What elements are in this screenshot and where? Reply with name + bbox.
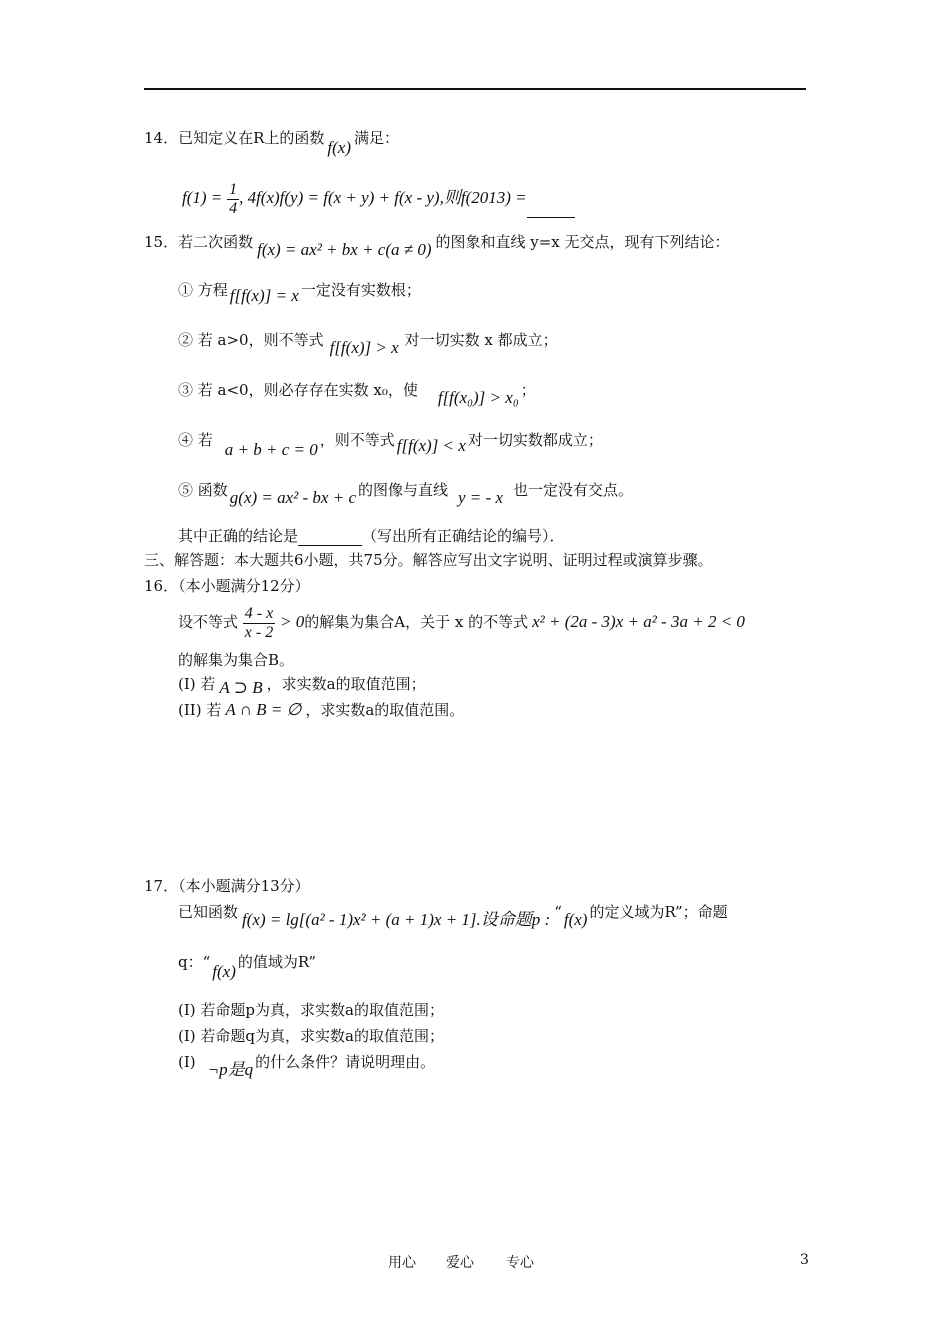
q17-function: f(x) = lg[(a² - 1)x² + (a + 1)x + 1].设命题p : [242,910,551,929]
footer-text-2: 爱心 [446,1255,474,1271]
q14-fx: f(x) [327,138,351,157]
q17-part3: (I) ¬p是q 的什么条件？请说明理由。 [178,1053,436,1079]
q14-eq-a: f(1) = [182,188,223,207]
q14-answer-blank[interactable] [527,195,575,218]
page-number: 3 [800,1252,809,1268]
q16-fraction: $\frac{4 - x}{x - 2}$ [244,604,274,641]
q15-tail: 的图象和直线 y=x 无交点，现有下列结论： [435,233,730,251]
q16-part1: (I) 若 A ⊃ B ，求实数a的取值范围； [178,675,426,697]
q17-prop-q: q：“ f(x) 的值域为R” [178,953,317,981]
footer-text-1: 用心 [388,1255,416,1271]
q15-item2: ② 若 a>0，则不等式 f[f(x)] > x 对一切实数 x 都成立； [178,331,558,357]
q14-line1 [144,128,399,157]
q15-item5: ⑤ 函数 g(x) = ax² - bx + c 的图像与直线 y = - x 也一定没有交点。 [178,481,634,507]
q16-inequality: x² + (2a - 3)x + a² - 3a + 2 < 0 [532,612,745,631]
header-rule [144,88,806,90]
q17-part1: (I) 若命题p为真，求实数a的取值范围； [178,1001,444,1019]
q16-heading: 16．（本小题满分12分） [144,577,310,595]
q14-equation [182,178,575,218]
section-3-heading: 三、解答题：本大题共6小题，共75分。解答应写出文字说明、证明过程或演算步骤。 [144,551,713,569]
q16-part2: (II) 若 A ∩ B = ∅ ，求实数a的取值范围。 [178,700,465,719]
q16-line2: 的解集为集合B。 [178,651,295,669]
q14-eq-b: , 4f(x)f(y) = f(x + y) + f(x - y),则f(2013) = [239,188,527,207]
q14-lead: 14．已知定义在R上的函数 [144,129,325,147]
q15-lead: 15．若二次函数 [144,233,254,251]
q17-statement: 已知函数 f(x) = lg[(a² - 1)x² + (a + 1)x + 1].设命题p : “ f(x) 的定义域为R”；命题 [178,903,728,929]
q17-heading: 17．（本小题满分13分） [144,877,310,895]
q16-statement: 设不等式 $\frac{4 - x}{x - 2}$ > 0的解集为集合A，关于 x 的不等式 x² + (2a - 3)x + a² - 3a + 2 < 0 [178,604,745,641]
q15-answer-blank[interactable] [298,529,362,546]
q15-item1: ① 方程 f[f(x)] = x 一定没有实数根； [178,281,421,305]
footer-text-3: 专心 [506,1255,534,1271]
q14-fraction: $\frac{1}{4}$ [229,180,238,217]
q15-item4: ④ 若 a + b + c = 0 ，则不等式 f[f(x)] < x 对一切实数都成立； [178,431,603,459]
q15-line1 [144,232,730,259]
q15-conclusion: 其中正确的结论是 （写出所有正确结论的编号）． [178,527,565,545]
q15-item3: ③ 若 a<0，则必存存在实数 x₀，使 f[f(x₀)] > x₀ ； [178,381,536,407]
q17-part2: (I) 若命题q为真，求实数a的取值范围； [178,1027,444,1045]
q15-fx: f(x) = ax² + bx + c(a ≠ 0) [257,240,432,259]
q14-tail: 满足： [353,129,399,147]
